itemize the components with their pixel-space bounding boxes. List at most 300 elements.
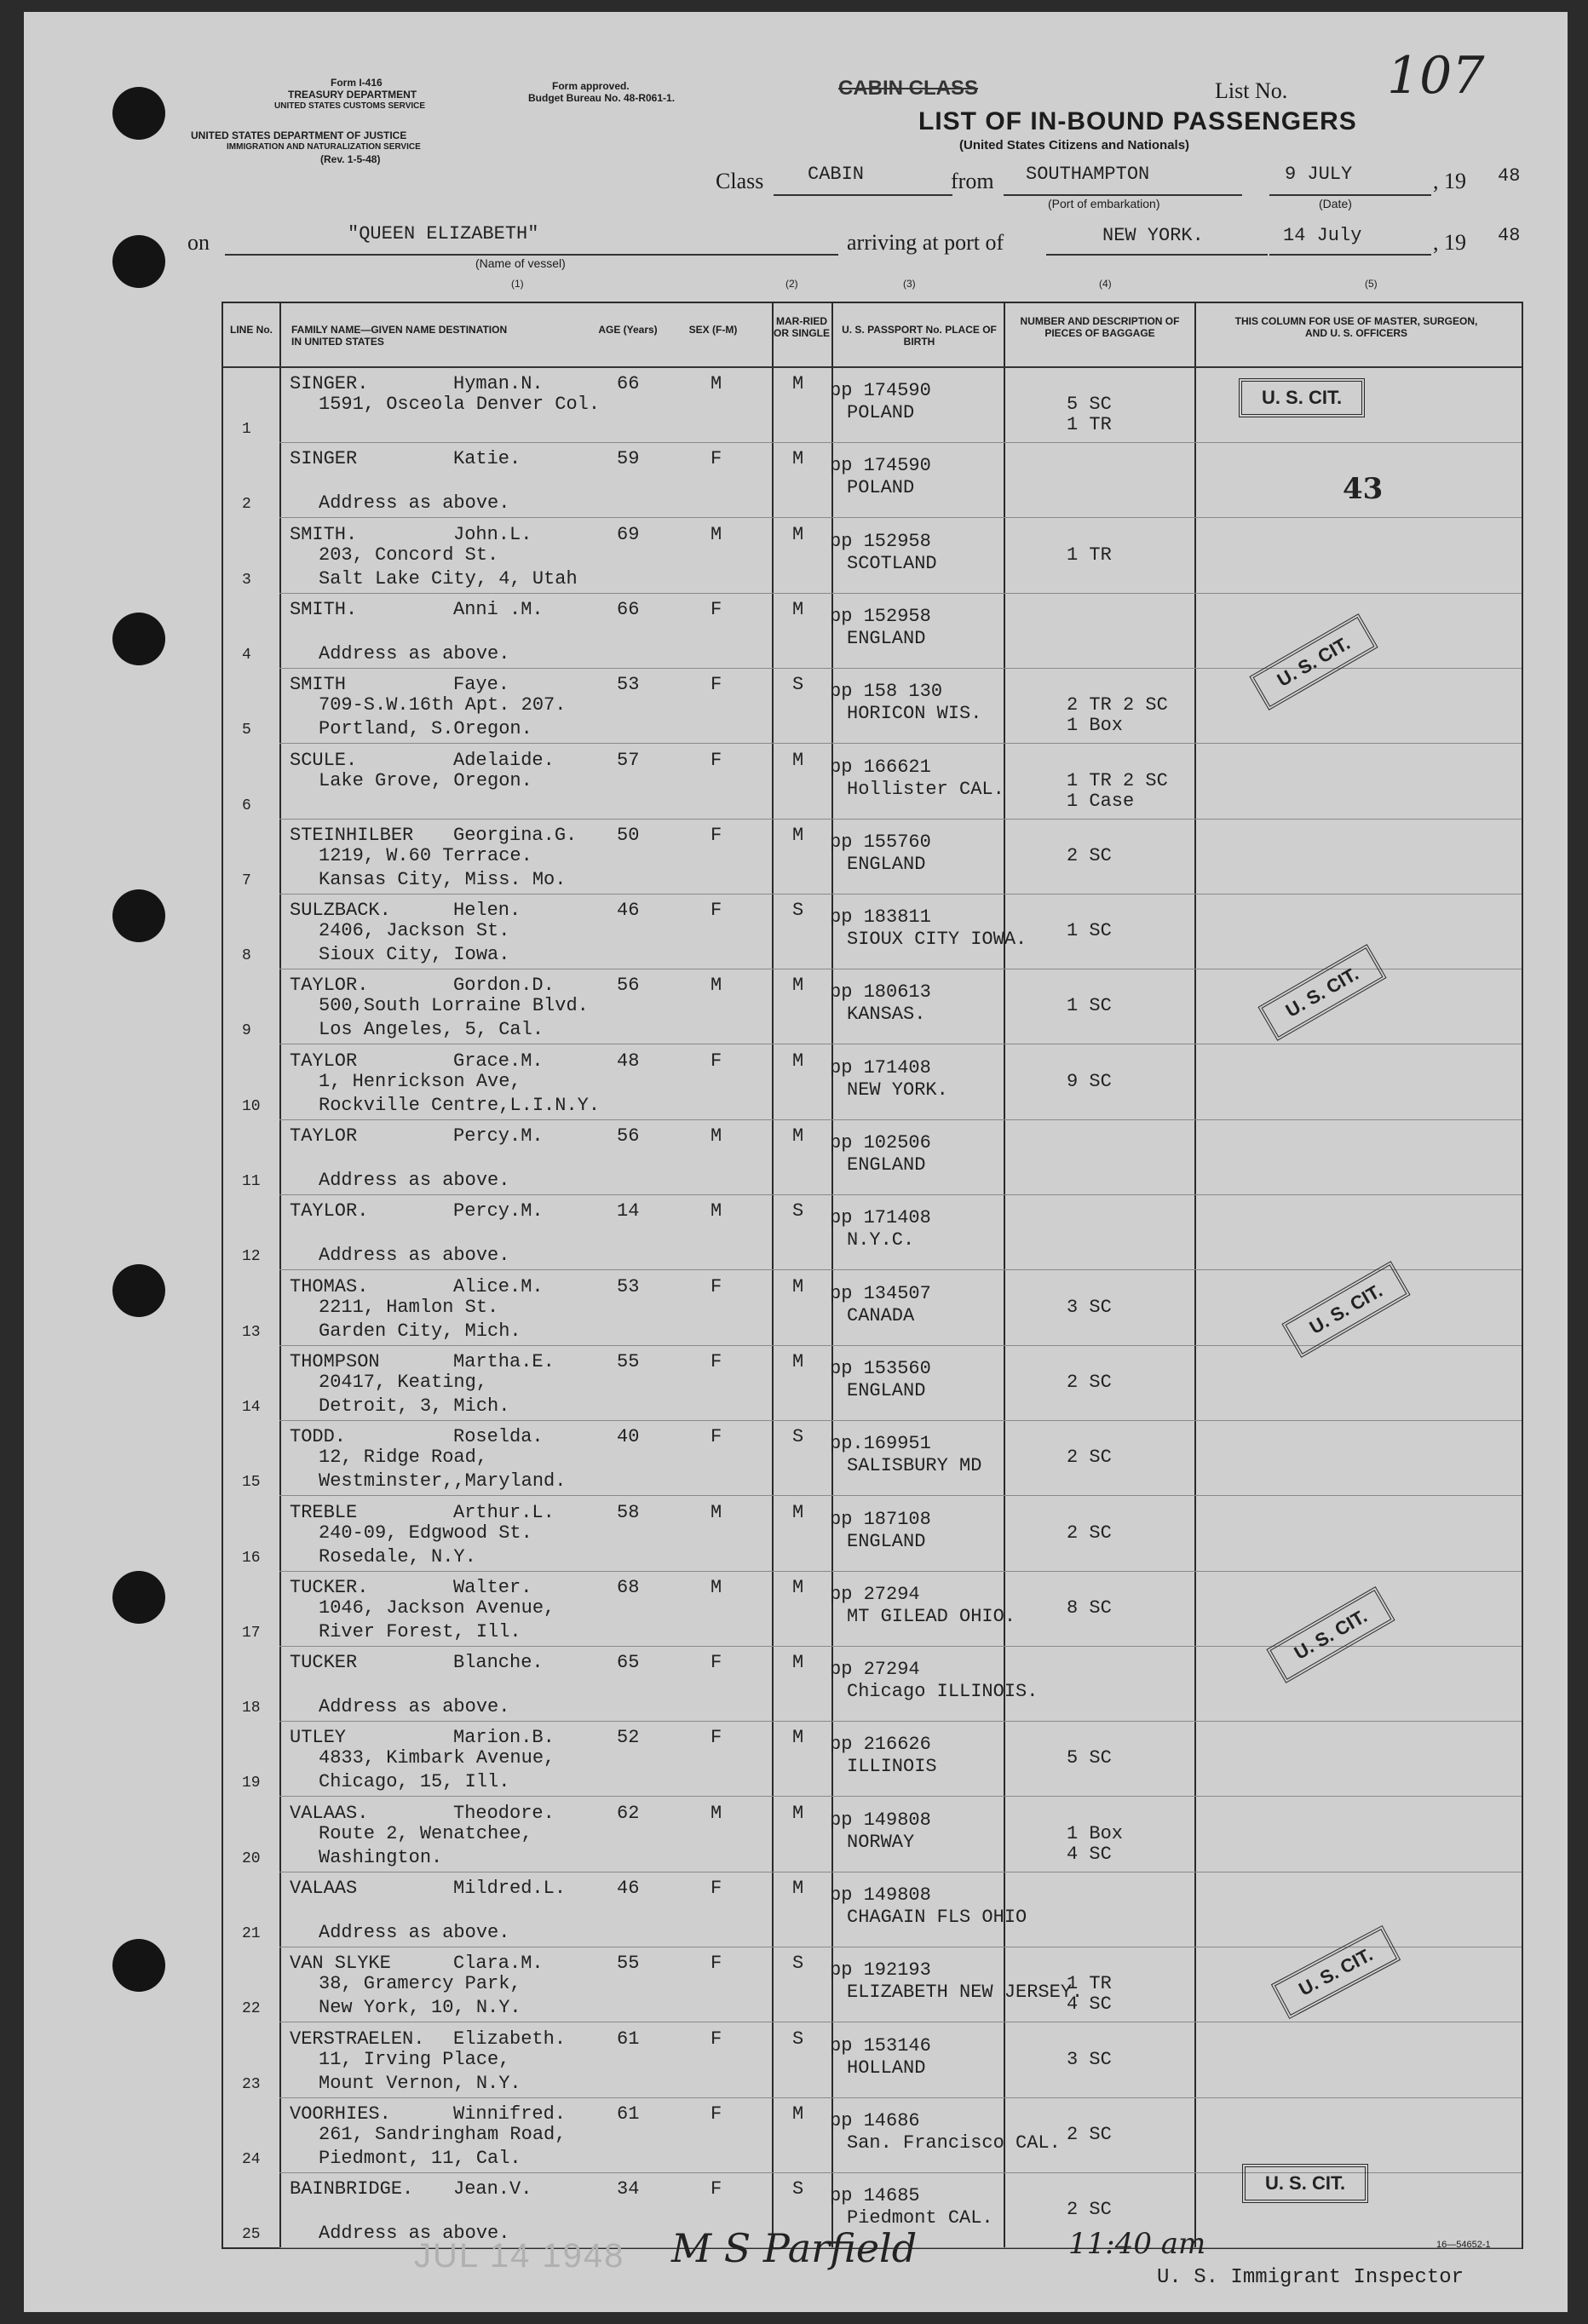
address-line-1: 1, Henrickson Ave, bbox=[319, 1070, 521, 1092]
surname: VALAAS. bbox=[290, 1802, 369, 1824]
passport-number: pp 216626 bbox=[830, 1734, 931, 1756]
place-of-birth: NORWAY bbox=[847, 1831, 915, 1853]
address-line-1: 240-09, Edgwood St. bbox=[319, 1522, 532, 1544]
col-num-4: (4) bbox=[1099, 278, 1112, 290]
address-line-1: 203, Concord St. bbox=[319, 544, 499, 566]
address-line-1: 1046, Jackson Avenue, bbox=[319, 1596, 555, 1619]
place-of-birth: HOLLAND bbox=[847, 2057, 926, 2079]
place-of-birth: SCOTLAND bbox=[847, 552, 937, 574]
col-num-1: (1) bbox=[511, 278, 524, 290]
passport-number: pp 134507 bbox=[830, 1282, 931, 1304]
age: 34 bbox=[617, 2178, 640, 2200]
surname: SMITH bbox=[290, 674, 347, 696]
given-name: Martha.E. bbox=[453, 1350, 555, 1372]
passport-number: pp 14686 bbox=[830, 2109, 920, 2131]
document-page bbox=[24, 12, 1568, 2312]
table-row bbox=[223, 443, 1522, 518]
line-number: 4 bbox=[242, 646, 251, 664]
year-prefix-2: , 19 bbox=[1433, 230, 1466, 255]
passport-number: pp 14685 bbox=[830, 2185, 920, 2207]
sex: F bbox=[711, 1050, 722, 1072]
line-number: 14 bbox=[242, 1398, 261, 1416]
passport-number: pp 174590 bbox=[830, 380, 931, 401]
on-label: on bbox=[187, 230, 210, 255]
time-note: 11:40 am bbox=[1068, 2227, 1206, 2261]
age: 59 bbox=[617, 448, 640, 470]
sex: M bbox=[711, 373, 722, 394]
header-baggage: NUMBER AND DESCRIPTION OF PIECES OF BAGGAGE bbox=[1020, 315, 1180, 339]
us-cit-stamp: U. S. CIT. bbox=[1281, 1261, 1410, 1358]
table-row bbox=[223, 1120, 1522, 1195]
embark-date: 9 JULY bbox=[1285, 164, 1353, 185]
sex: F bbox=[711, 1727, 722, 1749]
age: 52 bbox=[617, 1727, 640, 1749]
place-of-birth: SIOUX CITY IOWA. bbox=[847, 929, 1027, 951]
binder-hole bbox=[112, 1939, 165, 1992]
line-number: 15 bbox=[242, 1474, 261, 1492]
binder-hole bbox=[112, 613, 165, 665]
us-cit-stamp: U. S. CIT. bbox=[1266, 1586, 1395, 1683]
sex: F bbox=[711, 824, 722, 846]
age: 66 bbox=[617, 373, 640, 394]
line-number: 3 bbox=[242, 571, 251, 589]
vessel-name: "QUEEN ELIZABETH" bbox=[348, 223, 539, 244]
place-of-birth: San. Francisco CAL. bbox=[847, 2131, 1061, 2154]
given-name: Faye. bbox=[453, 674, 510, 696]
passport-number: pp 155760 bbox=[830, 831, 931, 853]
surname: STEINHILBER bbox=[290, 824, 414, 846]
given-name: Blanche. bbox=[453, 1652, 544, 1674]
table-row bbox=[223, 1872, 1522, 1947]
form-code: 16—54652-1 bbox=[1436, 2240, 1491, 2250]
passport-number: pp 149808 bbox=[830, 1809, 931, 1831]
given-name: Roselda. bbox=[453, 1426, 544, 1448]
table-row bbox=[223, 1497, 1522, 1572]
place-of-birth: Hollister CAL. bbox=[847, 778, 1004, 800]
date-caption: (Date) bbox=[1319, 197, 1352, 210]
binder-hole bbox=[112, 1264, 165, 1317]
surname: SINGER bbox=[290, 448, 358, 470]
line-number: 19 bbox=[242, 1775, 261, 1792]
given-name: Marion.B. bbox=[453, 1727, 555, 1749]
place-of-birth: N.Y.C. bbox=[847, 1229, 915, 1251]
given-name: Adelaide. bbox=[453, 749, 555, 771]
from-label: from bbox=[951, 169, 994, 193]
baggage-1: 8 SC bbox=[1067, 1596, 1112, 1619]
baggage-1: 1 TR bbox=[1067, 544, 1112, 566]
sex: M bbox=[711, 975, 722, 997]
passport-number: pp 153146 bbox=[830, 2034, 931, 2057]
surname: THOMAS. bbox=[290, 1275, 369, 1297]
table-row bbox=[223, 2098, 1522, 2173]
table-row bbox=[223, 2023, 1522, 2098]
marital-status: M bbox=[792, 749, 804, 771]
form-number: Form I-416 bbox=[331, 77, 383, 89]
baggage-1: 5 SC bbox=[1067, 394, 1112, 415]
given-name: Theodore. bbox=[453, 1802, 555, 1824]
address-line-1: 709-S.W.16th Apt. 207. bbox=[319, 694, 567, 716]
address-line-2: Westminster,,Maryland. bbox=[319, 1470, 567, 1493]
address-line-1: 4833, Kimbark Avenue, bbox=[319, 1747, 555, 1769]
given-name: Georgina.G. bbox=[453, 824, 578, 846]
place-of-birth: KANSAS. bbox=[847, 1004, 926, 1026]
surname: TAYLOR. bbox=[290, 1200, 369, 1222]
from-value: SOUTHAMPTON bbox=[1026, 164, 1150, 185]
age: 53 bbox=[617, 674, 640, 696]
surname: TAYLOR bbox=[290, 1125, 358, 1147]
surname: VAN SLYKE bbox=[290, 1953, 391, 1975]
marital-status: M bbox=[792, 1125, 804, 1147]
sex: M bbox=[711, 523, 722, 545]
marital-status: S bbox=[792, 1200, 804, 1222]
baggage-1: 1 SC bbox=[1067, 920, 1112, 942]
baggage-2: 1 TR bbox=[1067, 414, 1112, 435]
given-name: Hyman.N. bbox=[453, 373, 544, 394]
surname: TODD. bbox=[290, 1426, 347, 1448]
place-of-birth: ELIZABETH NEW JERSEY. bbox=[847, 1982, 1084, 2004]
given-name: Elizabeth. bbox=[453, 2028, 567, 2050]
sex: M bbox=[711, 1501, 722, 1523]
given-name: Anni .M. bbox=[453, 598, 544, 620]
marital-status: S bbox=[792, 2178, 804, 2200]
table-row bbox=[223, 895, 1522, 969]
address-line-1: 500,South Lorraine Blvd. bbox=[319, 995, 589, 1017]
marital-status: M bbox=[792, 1727, 804, 1749]
passport-number: pp 153560 bbox=[830, 1357, 931, 1379]
address-line-1: 2406, Jackson St. bbox=[319, 920, 510, 942]
table-row bbox=[223, 669, 1522, 744]
sex: F bbox=[711, 448, 722, 470]
address-line-2: Rockville Centre,L.I.N.Y. bbox=[319, 1094, 601, 1116]
baggage-1: 3 SC bbox=[1067, 1296, 1112, 1318]
place-of-birth: MT GILEAD OHIO. bbox=[847, 1605, 1016, 1627]
age: 66 bbox=[617, 598, 640, 620]
given-name: Arthur.L. bbox=[453, 1501, 555, 1523]
age: 55 bbox=[617, 1953, 640, 1975]
address-line-2: Washington. bbox=[319, 1846, 443, 1868]
marital-status: M bbox=[792, 1652, 804, 1674]
us-cit-stamp: U. S. CIT. bbox=[1242, 2164, 1368, 2203]
marital-status: M bbox=[792, 1275, 804, 1297]
header-name: FAMILY NAME—GIVEN NAME DESTINATION IN UNITED STATES bbox=[291, 324, 508, 348]
baggage-2: 1 Case bbox=[1067, 790, 1135, 812]
age: 46 bbox=[617, 900, 640, 922]
passport-number: pp 187108 bbox=[830, 1508, 931, 1530]
baggage-1: 1 TR 2 SC bbox=[1067, 769, 1168, 791]
address-line-2: Sioux City, Iowa. bbox=[319, 944, 510, 966]
line-number: 18 bbox=[242, 1700, 261, 1717]
header-age: AGE (Years) bbox=[598, 324, 658, 336]
binder-hole bbox=[112, 889, 165, 942]
address-line-2: Address as above. bbox=[319, 1170, 510, 1191]
line-number: 22 bbox=[242, 2000, 261, 2018]
baggage-2: 4 SC bbox=[1067, 1843, 1112, 1865]
table-row bbox=[223, 1195, 1522, 1270]
baggage-1: 2 SC bbox=[1067, 1371, 1112, 1393]
surname: SINGER. bbox=[290, 373, 369, 394]
marital-status: M bbox=[792, 1576, 804, 1598]
sex: F bbox=[711, 598, 722, 620]
line-number: 9 bbox=[242, 1022, 251, 1040]
address-line-2: River Forest, Ill. bbox=[319, 1620, 521, 1642]
given-name: Winnifred. bbox=[453, 2103, 567, 2125]
passport-number: pp 171408 bbox=[830, 1207, 931, 1229]
marital-status: M bbox=[792, 598, 804, 620]
form-approved: Form approved. bbox=[552, 80, 630, 92]
passport-number: pp 102506 bbox=[830, 1132, 931, 1153]
baggage-1: 2 SC bbox=[1067, 844, 1112, 866]
sex: F bbox=[711, 2028, 722, 2050]
port-caption: (Port of embarkation) bbox=[1048, 197, 1160, 210]
marital-status: M bbox=[792, 448, 804, 470]
address-line-2: Address as above. bbox=[319, 1245, 510, 1267]
baggage-1: 2 TR 2 SC bbox=[1067, 694, 1168, 716]
binder-hole bbox=[112, 1571, 165, 1624]
passport-number: pp 174590 bbox=[830, 455, 931, 477]
marital-status: M bbox=[792, 2103, 804, 2125]
sex: F bbox=[711, 1426, 722, 1448]
list-no-label: List No. bbox=[1215, 78, 1288, 103]
marital-status: M bbox=[792, 975, 804, 997]
baggage-1: 3 SC bbox=[1067, 2048, 1112, 2070]
sex: F bbox=[711, 1275, 722, 1297]
age: 69 bbox=[617, 523, 640, 545]
address-line-2: Rosedale, N.Y. bbox=[319, 1545, 476, 1568]
date-stamp: JUL 14 1948 bbox=[414, 2237, 625, 2275]
address-line-1: 11, Irving Place, bbox=[319, 2048, 510, 2070]
sex: M bbox=[711, 1576, 722, 1598]
baggage-2: 1 Box bbox=[1067, 715, 1124, 737]
place-of-birth: Chicago ILLINOIS. bbox=[847, 1681, 1039, 1703]
surname: TUCKER bbox=[290, 1652, 358, 1674]
passport-number: pp.169951 bbox=[830, 1433, 931, 1455]
age: 57 bbox=[617, 749, 640, 771]
inspector-signature: M S Parfield bbox=[671, 2225, 918, 2271]
baggage-1: 1 SC bbox=[1067, 995, 1112, 1017]
form-title: LIST OF IN-BOUND PASSENGERS bbox=[918, 107, 1357, 135]
table-row bbox=[223, 519, 1522, 594]
passport-number: pp 171408 bbox=[830, 1056, 931, 1079]
age: 62 bbox=[617, 1802, 640, 1824]
surname: SMITH. bbox=[290, 523, 358, 545]
address-line-2: Garden City, Mich. bbox=[319, 1320, 521, 1342]
given-name: Percy.M. bbox=[453, 1125, 544, 1147]
surname: UTLEY bbox=[290, 1727, 347, 1749]
address-line-1: 20417, Keating, bbox=[319, 1371, 488, 1393]
address-line-1: 1219, W.60 Terrace. bbox=[319, 844, 532, 866]
justice-dept: UNITED STATES DEPARTMENT OF JUSTICE bbox=[191, 129, 407, 141]
passport-number: pp 183811 bbox=[830, 906, 931, 929]
line-number: 5 bbox=[242, 722, 251, 739]
table-row bbox=[223, 1421, 1522, 1496]
address-line-2: Address as above. bbox=[319, 642, 510, 664]
address-line-2: Mount Vernon, N.Y. bbox=[319, 2072, 521, 2094]
passport-number: pp 27294 bbox=[830, 1659, 920, 1681]
sex: F bbox=[711, 1350, 722, 1372]
line-number: 23 bbox=[242, 2075, 261, 2093]
header-passport: U. S. PASSPORT No. PLACE OF BIRTH bbox=[842, 324, 997, 348]
sex: F bbox=[711, 749, 722, 771]
given-name: Gordon.D. bbox=[453, 975, 555, 997]
marital-status: M bbox=[792, 1501, 804, 1523]
place-of-birth: POLAND bbox=[847, 402, 915, 423]
arrival-port: NEW YORK. bbox=[1102, 225, 1204, 246]
address-line-2: Kansas City, Miss. Mo. bbox=[319, 868, 567, 890]
surname: VERSTRAELEN. bbox=[290, 2028, 425, 2050]
marital-status: S bbox=[792, 674, 804, 696]
us-cit-stamp: U. S. CIT. bbox=[1271, 1925, 1401, 2019]
marital-status: S bbox=[792, 1953, 804, 1975]
surname: TAYLOR bbox=[290, 1050, 358, 1072]
table-row bbox=[223, 1346, 1522, 1421]
line-number: 12 bbox=[242, 1248, 261, 1266]
surname: SCULE. bbox=[290, 749, 358, 771]
sex: F bbox=[711, 2178, 722, 2200]
us-cit-stamp: U. S. CIT. bbox=[1249, 613, 1378, 710]
baggage-1: 5 SC bbox=[1067, 1747, 1112, 1769]
age: 53 bbox=[617, 1275, 640, 1297]
form-subtitle: (United States Citizens and Nationals) bbox=[959, 138, 1190, 152]
passport-number: pp 192193 bbox=[830, 1959, 931, 1982]
place-of-birth: NEW YORK. bbox=[847, 1079, 948, 1101]
marital-status: M bbox=[792, 523, 804, 545]
marital-status: M bbox=[792, 1350, 804, 1372]
address-line-2: Address as above. bbox=[319, 2223, 510, 2245]
sex: F bbox=[711, 2103, 722, 2125]
baggage-1: 1 Box bbox=[1067, 1822, 1124, 1844]
surname: TUCKER. bbox=[290, 1576, 369, 1598]
col-num-5: (5) bbox=[1365, 278, 1378, 290]
cabin-class-stamp: CABIN CLASS bbox=[838, 77, 979, 100]
surname: VALAAS bbox=[290, 1878, 358, 1899]
age: 65 bbox=[617, 1652, 640, 1674]
address-line-1: 261, Sandringham Road, bbox=[319, 2123, 567, 2145]
address-line-2: Portland, S.Oregon. bbox=[319, 718, 532, 740]
marital-status: M bbox=[792, 824, 804, 846]
place-of-birth: ENGLAND bbox=[847, 627, 926, 649]
place-of-birth: SALISBURY MD bbox=[847, 1455, 982, 1477]
passport-number: pp 152958 bbox=[830, 530, 931, 552]
sex: F bbox=[711, 1652, 722, 1674]
table-row bbox=[223, 745, 1522, 820]
given-name: Clara.M. bbox=[453, 1953, 544, 1975]
sex: M bbox=[711, 1125, 722, 1147]
place-of-birth: POLAND bbox=[847, 477, 915, 499]
given-name: Walter. bbox=[453, 1576, 532, 1598]
passport-number: pp 180613 bbox=[830, 981, 931, 1004]
age: 55 bbox=[617, 1350, 640, 1372]
customs-service: UNITED STATES CUSTOMS SERVICE bbox=[274, 101, 426, 111]
baggage-1: 2 SC bbox=[1067, 2199, 1112, 2221]
place-of-birth: ENGLAND bbox=[847, 1379, 926, 1401]
age: 46 bbox=[617, 1878, 640, 1899]
ins-service: IMMIGRATION AND NATURALIZATION SERVICE bbox=[227, 142, 421, 152]
binder-hole bbox=[112, 235, 165, 288]
age: 68 bbox=[617, 1576, 640, 1598]
surname: SULZBACK. bbox=[290, 900, 391, 922]
given-name: Percy.M. bbox=[453, 1200, 544, 1222]
passport-number: pp 27294 bbox=[830, 1583, 920, 1605]
age: 50 bbox=[617, 824, 640, 846]
line-number: 20 bbox=[242, 1849, 261, 1867]
age: 56 bbox=[617, 975, 640, 997]
given-name: Alice.M. bbox=[453, 1275, 544, 1297]
place-of-birth: CANADA bbox=[847, 1304, 915, 1326]
surname: BAINBRIDGE. bbox=[290, 2178, 414, 2200]
table-row bbox=[223, 1045, 1522, 1120]
line-number: 6 bbox=[242, 797, 251, 814]
passport-number: pp 166621 bbox=[830, 756, 931, 778]
address-line-2: Address as above. bbox=[319, 1922, 510, 1943]
address-line-2: Chicago, 15, Ill. bbox=[319, 1771, 510, 1793]
age: 14 bbox=[617, 1200, 640, 1222]
marital-status: M bbox=[792, 1050, 804, 1072]
given-name: Jean.V. bbox=[453, 2178, 532, 2200]
address-line-1: 12, Ridge Road, bbox=[319, 1447, 488, 1469]
address-line-2: Address as above. bbox=[319, 1696, 510, 1718]
address-line-2: Salt Lake City, 4, Utah bbox=[319, 567, 578, 590]
marital-status: M bbox=[792, 373, 804, 394]
age: 61 bbox=[617, 2028, 640, 2050]
sex: M bbox=[711, 1200, 722, 1222]
class-value: CABIN bbox=[808, 164, 865, 185]
treasury-dept: TREASURY DEPARTMENT bbox=[288, 89, 417, 101]
passport-number: pp 152958 bbox=[830, 605, 931, 627]
line-number: 2 bbox=[242, 496, 251, 514]
baggage-1: 1 TR bbox=[1067, 1973, 1112, 1995]
header-line-no: LINE No. bbox=[230, 324, 273, 336]
place-of-birth: ENGLAND bbox=[847, 853, 926, 875]
address-line-2: Los Angeles, 5, Cal. bbox=[319, 1019, 544, 1041]
list-number: 107 bbox=[1387, 46, 1485, 106]
address-line-1: 2211, Hamlon St. bbox=[319, 1296, 499, 1318]
sex: F bbox=[711, 674, 722, 696]
line-number: 7 bbox=[242, 872, 251, 889]
place-of-birth: ENGLAND bbox=[847, 1530, 926, 1552]
line-number: 16 bbox=[242, 1549, 261, 1567]
passport-number: pp 158 130 bbox=[830, 681, 943, 703]
baggage-1: 9 SC bbox=[1067, 1070, 1112, 1092]
line-number: 1 bbox=[242, 421, 251, 438]
binder-hole bbox=[112, 87, 165, 140]
surname: TREBLE bbox=[290, 1501, 358, 1523]
sex: M bbox=[711, 1802, 722, 1824]
address-line-2: New York, 10, N.Y. bbox=[319, 1997, 521, 2019]
line-number: 24 bbox=[242, 2150, 261, 2168]
arriving-label: arriving at port of bbox=[847, 230, 1004, 255]
address-line-2: Piedmont, 11, Cal. bbox=[319, 2147, 521, 2169]
line-number: 25 bbox=[242, 2226, 261, 2244]
given-name: John.L. bbox=[453, 523, 532, 545]
sex: F bbox=[711, 900, 722, 922]
embark-year: 48 bbox=[1498, 165, 1521, 187]
line-number: 8 bbox=[242, 947, 251, 965]
given-name: Helen. bbox=[453, 900, 521, 922]
place-of-birth: ILLINOIS bbox=[847, 1756, 937, 1778]
us-cit-stamp: U. S. CIT. bbox=[1239, 378, 1365, 417]
line-number: 10 bbox=[242, 1097, 261, 1115]
line-number: 11 bbox=[242, 1173, 261, 1190]
header-sex: SEX (F-M) bbox=[688, 324, 738, 336]
place-of-birth: Piedmont CAL. bbox=[847, 2207, 993, 2229]
marital-status: S bbox=[792, 900, 804, 922]
vessel-caption: (Name of vessel) bbox=[475, 256, 566, 270]
inspector-title: U. S. Immigrant Inspector bbox=[1157, 2266, 1464, 2289]
given-name: Katie. bbox=[453, 448, 521, 470]
age: 40 bbox=[617, 1426, 640, 1448]
arrival-date: 14 July bbox=[1283, 225, 1362, 246]
us-cit-stamp: U. S. CIT. bbox=[1257, 944, 1386, 1041]
